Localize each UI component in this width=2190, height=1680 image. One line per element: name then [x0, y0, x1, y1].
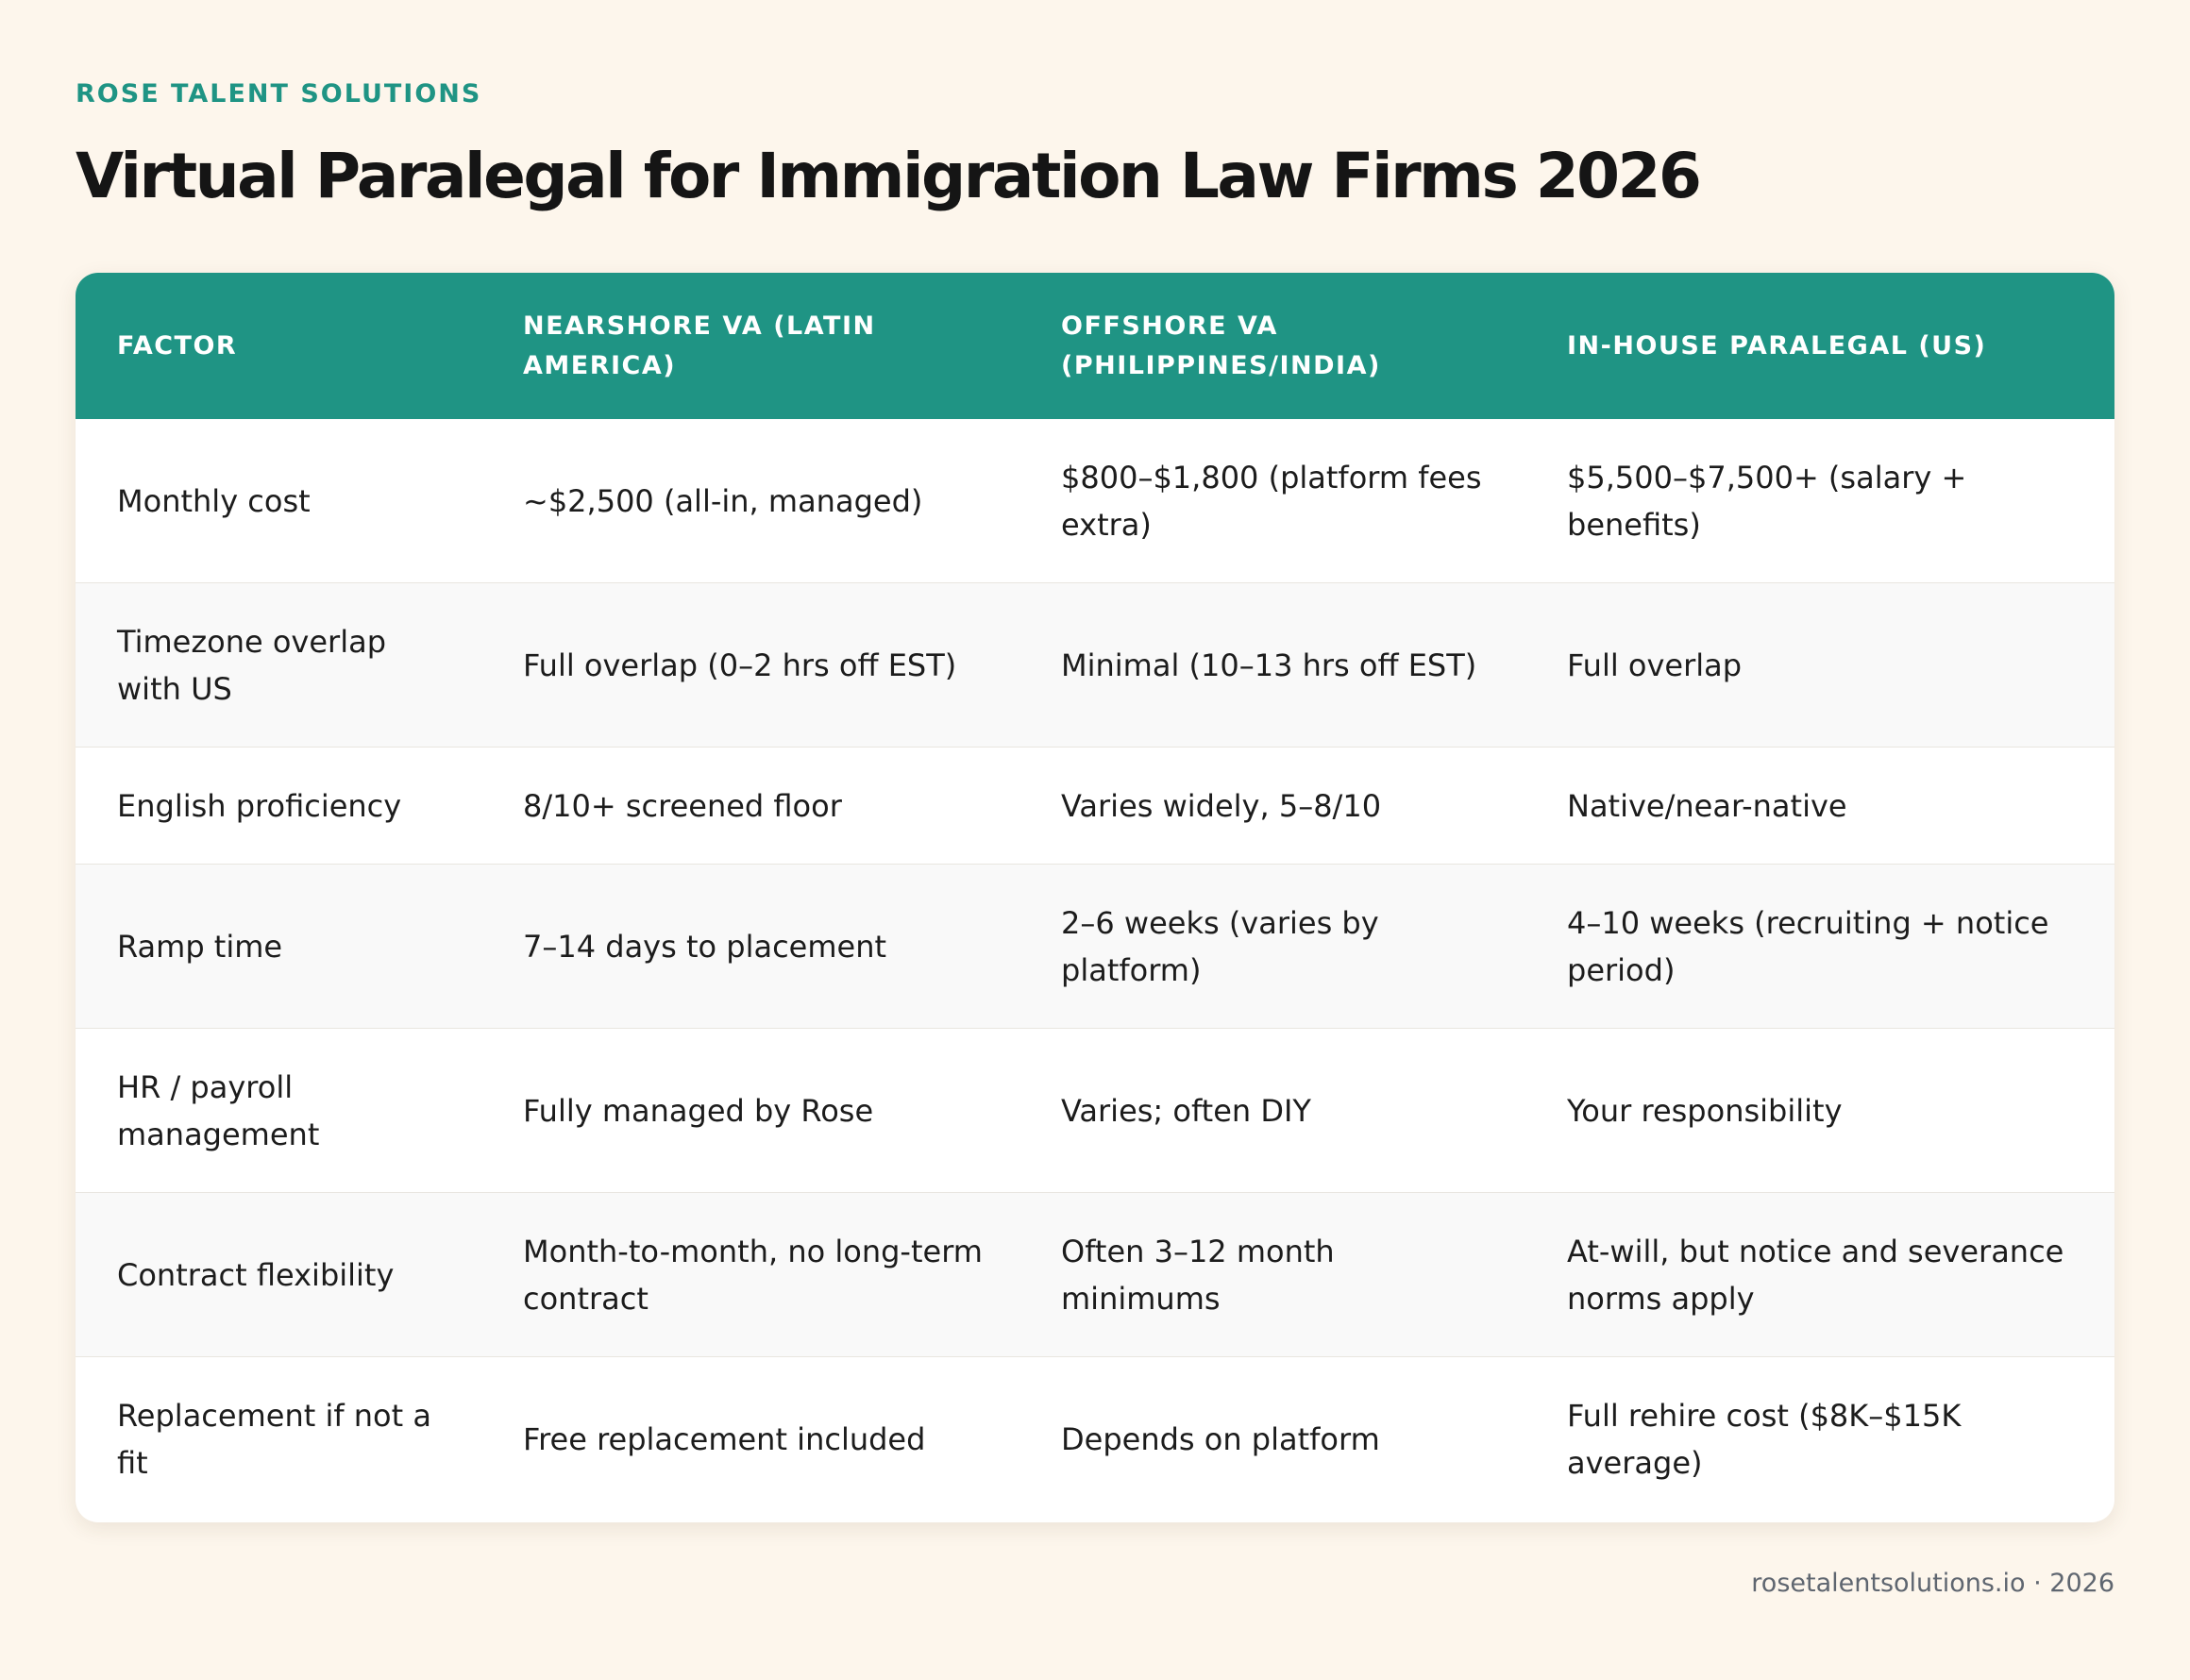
in-house-value: Full rehire cost ($8K–$15K average) — [1567, 1398, 1962, 1481]
offshore-value: Often 3–12 month minimums — [1061, 1233, 1335, 1317]
table-row — [76, 1357, 2114, 1521]
nearshore-value: 7–14 days to placement — [523, 928, 887, 965]
table-row — [76, 748, 2114, 865]
row-factor: Timezone overlap with US — [117, 623, 386, 707]
in-house-value: At-will, but notice and severance norms apply — [1567, 1233, 2064, 1317]
offshore-value: Depends on platform — [1061, 1421, 1380, 1457]
offshore-value: Varies; often DIY — [1061, 1092, 1311, 1129]
brand-label: ROSE TALENT SOLUTIONS — [76, 79, 482, 109]
comparison-table — [76, 273, 2114, 1522]
row-factor: English proficiency — [117, 787, 402, 824]
nearshore-value: Full overlap (0–2 hrs off EST) — [523, 647, 957, 683]
in-house-value: Native/near-native — [1567, 787, 1847, 824]
nearshore-value: Free replacement included — [523, 1421, 926, 1457]
column-header-nearshore: NEARSHORE VA (LATIN AMERICA) — [523, 311, 876, 380]
row-factor: Replacement if not a fit — [117, 1398, 431, 1481]
page — [76, 77, 2114, 1481]
page-title: Virtual Paralegal for Immigration Law Firms 2026 — [76, 140, 1700, 212]
in-house-value: 4–10 weeks (recruiting + notice period) — [1567, 904, 2049, 988]
table-row — [76, 865, 2114, 1029]
row-factor: Ramp time — [117, 928, 283, 965]
nearshore-value: Fully managed by Rose — [523, 1092, 874, 1129]
table-row — [76, 1029, 2114, 1193]
offshore-value: $800–$1,800 (platform fees extra) — [1061, 459, 1482, 543]
column-header-in-house: IN-HOUSE PARALEGAL (US) — [1567, 330, 1987, 361]
column-header-factor: FACTOR — [117, 330, 238, 361]
row-factor: Contract flexibility — [117, 1256, 395, 1293]
nearshore-value: Month-to-month, no long-term contract — [523, 1233, 983, 1317]
row-factor: Monthly cost — [117, 482, 311, 519]
offshore-value: Varies widely, 5–8/10 — [1061, 787, 1382, 824]
table-row — [76, 583, 2114, 748]
nearshore-value: ~$2,500 (all-in, managed) — [523, 482, 923, 519]
table-header-row — [76, 273, 2114, 419]
row-factor: HR / payroll management — [117, 1068, 320, 1152]
nearshore-value: 8/10+ screened floor — [523, 787, 842, 824]
offshore-value: 2–6 weeks (varies by platform) — [1061, 904, 1379, 988]
offshore-value: Minimal (10–13 hrs off EST) — [1061, 647, 1477, 683]
table-row — [76, 1193, 2114, 1357]
in-house-value: Full overlap — [1567, 647, 1743, 683]
table-row — [76, 419, 2114, 583]
footer-credit: rosetalentsolutions.io · 2026 — [1751, 1569, 2114, 1598]
column-header-offshore: OFFSHORE VA (PHILIPPINES/INDIA) — [1061, 311, 1381, 380]
in-house-value: $5,500–$7,500+ (salary + benefits) — [1567, 459, 1967, 543]
in-house-value: Your responsibility — [1567, 1092, 1843, 1129]
